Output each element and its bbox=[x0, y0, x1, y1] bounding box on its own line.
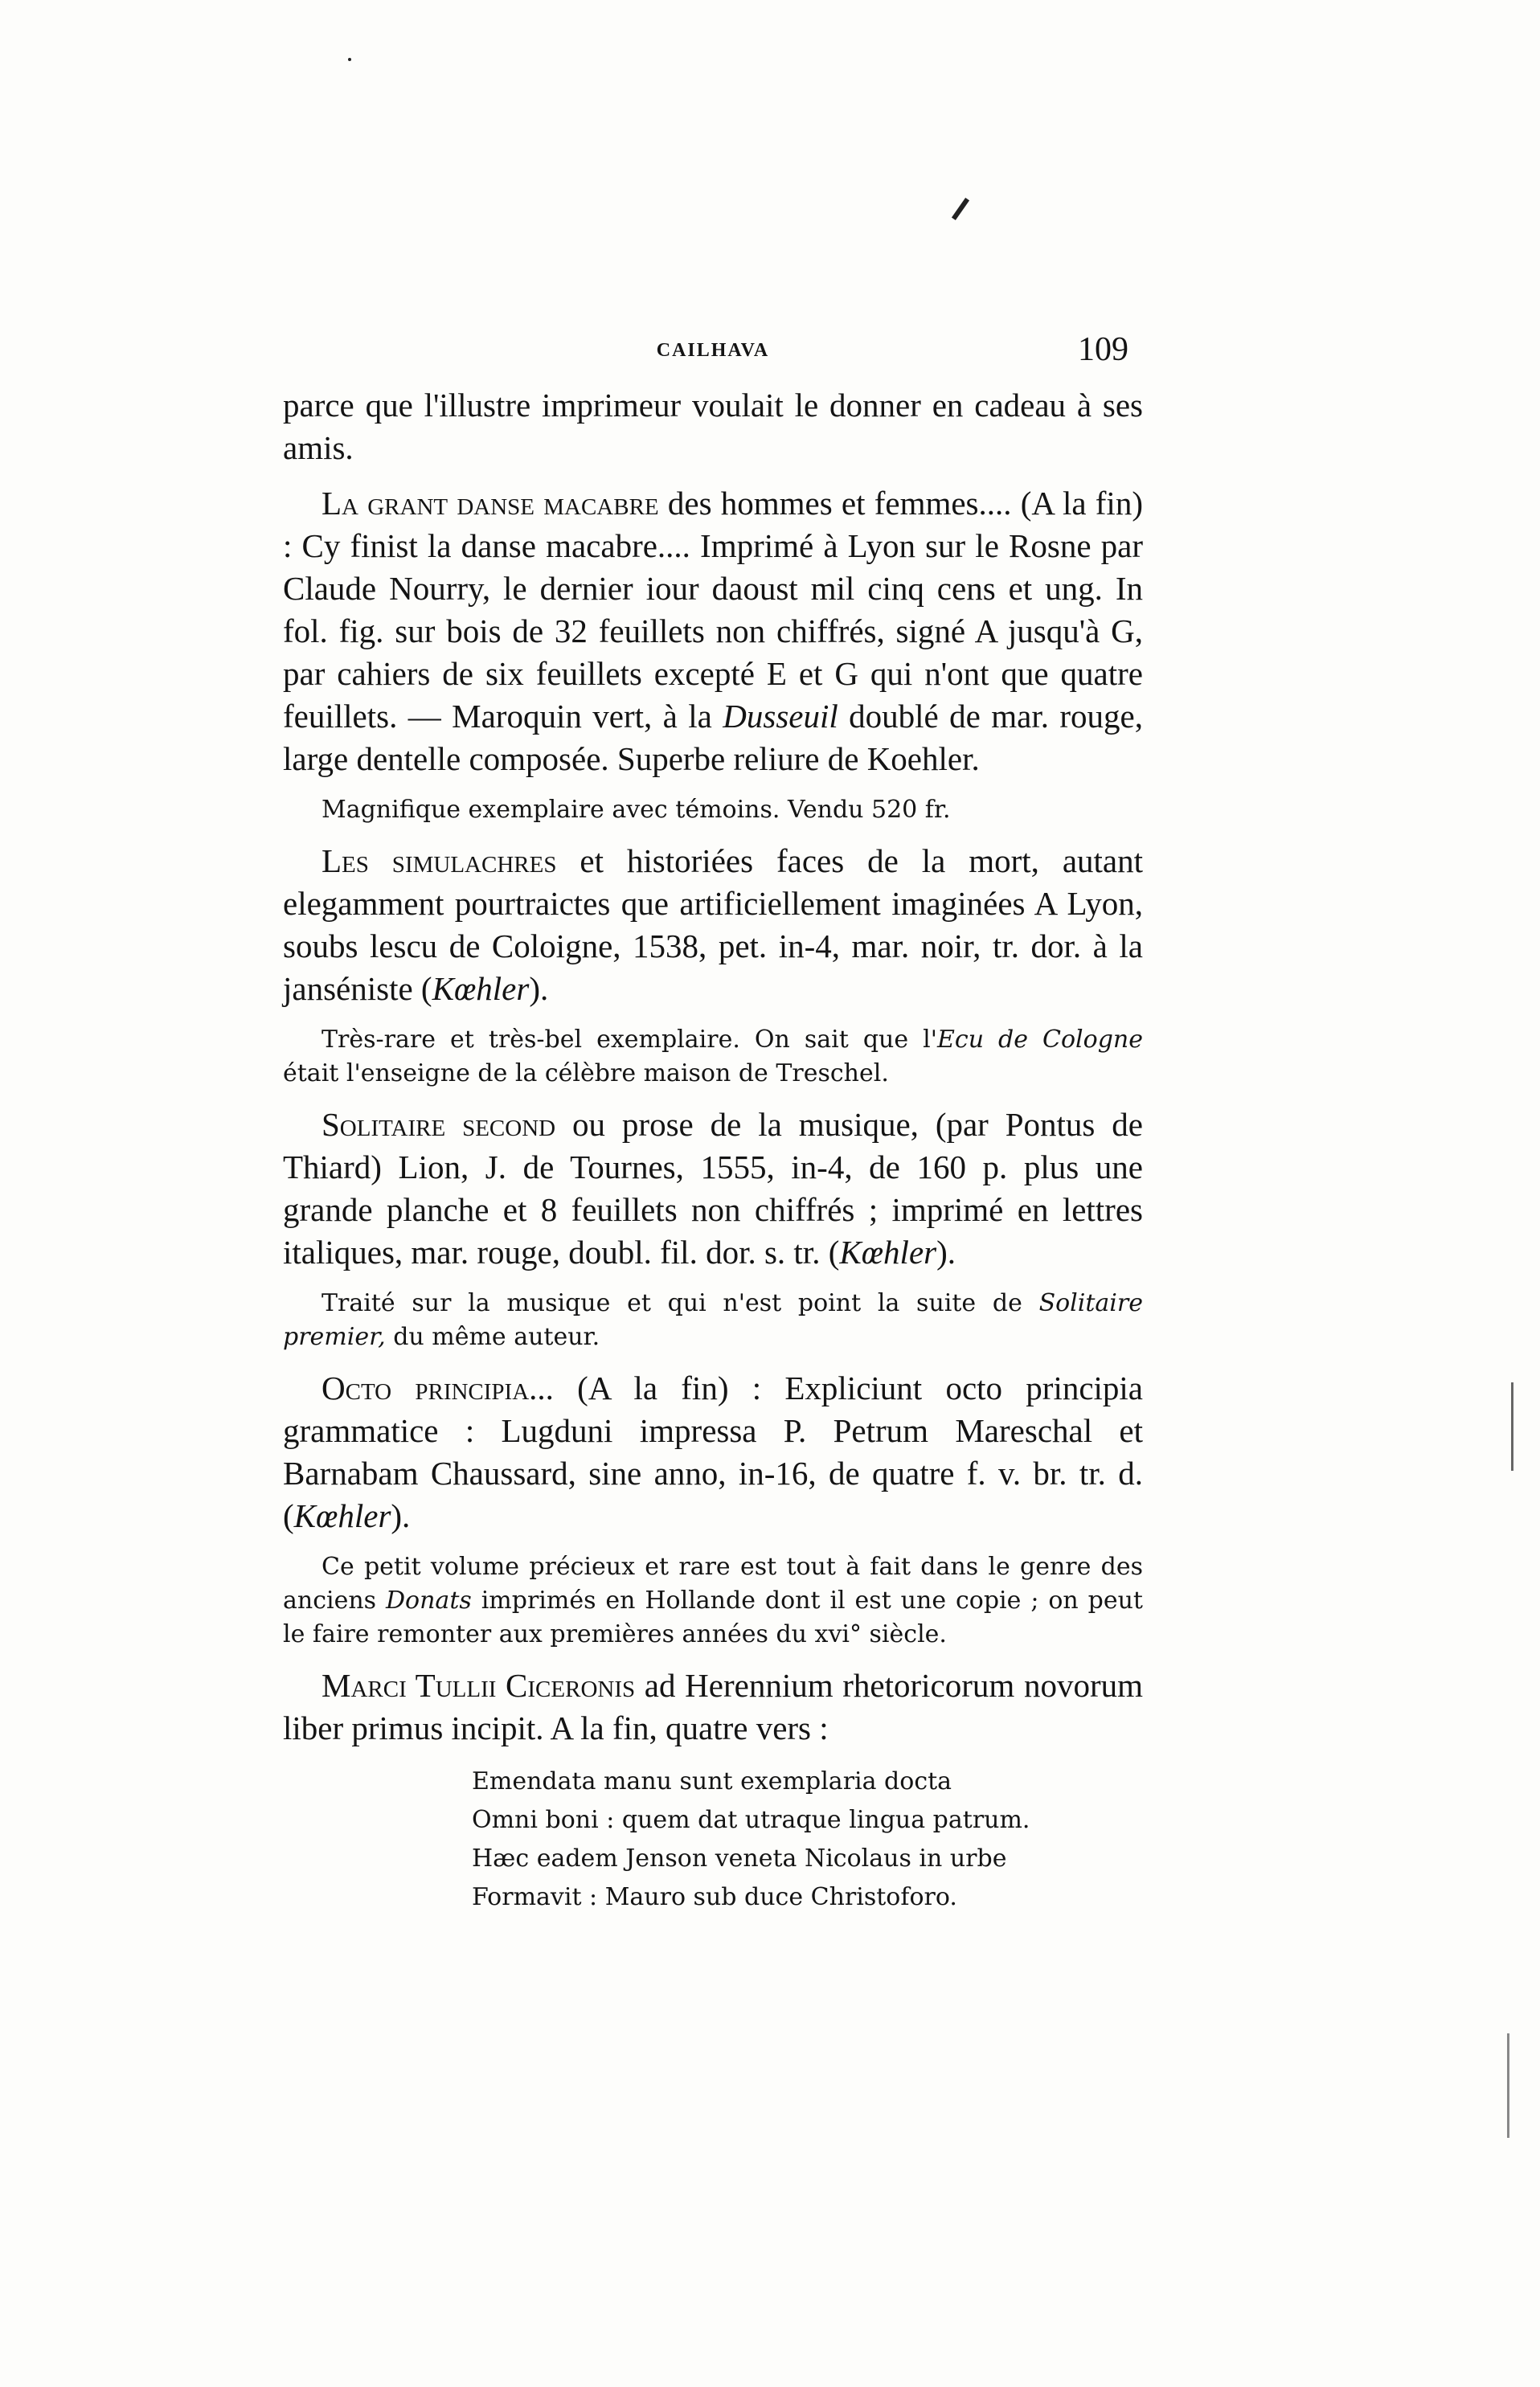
verse-line: Omni boni : quem dat utraque lingua patrum. bbox=[472, 1806, 1030, 1834]
note-italic: Solitaire premier, bbox=[283, 1289, 1143, 1351]
ink-mark bbox=[1507, 2033, 1509, 2138]
note-italic: Donats bbox=[386, 1587, 472, 1615]
note-octo-principia bbox=[283, 1550, 1143, 1652]
note-text-tail: du même auteur. bbox=[385, 1323, 600, 1351]
note-text: Ce petit volume précieux et rare est tout à fait dans le genre des anciens bbox=[283, 1553, 1143, 1615]
note-text: Très-rare et très-bel exemplaire. On sait que l' bbox=[322, 1026, 937, 1054]
ink-mark bbox=[952, 198, 969, 220]
verse-line: Formavit : Mauro sub duce Christoforo. bbox=[472, 1883, 957, 1911]
entry-text-tail: ). bbox=[529, 970, 549, 1007]
entry-text: ad Herennium rhetoricorum novorum liber primus incipit. A la fin, quatre vers : bbox=[283, 1667, 1143, 1746]
ink-mark bbox=[348, 58, 351, 61]
verse-line: Hæc eadem Jenson veneta Nicolaus in urbe bbox=[472, 1844, 1007, 1873]
text-block bbox=[283, 384, 1143, 1917]
note-text: Magnifique exemplaire avec témoins. Vendu 520 fr. bbox=[322, 796, 951, 824]
entry-title: La grant danse macabre bbox=[322, 485, 659, 522]
entry-text-tail: ). bbox=[936, 1234, 956, 1271]
note-simulachres bbox=[283, 1023, 1143, 1091]
entry-title: Les simulachres bbox=[322, 842, 557, 879]
page-number: 109 bbox=[1078, 331, 1128, 368]
running-title: CAILHAVA bbox=[656, 340, 770, 361]
entry-italic: Kœhler bbox=[293, 1497, 391, 1534]
note-text-tail: était l'enseigne de la célèbre maison de Treschel. bbox=[283, 1059, 889, 1087]
entry-solitaire-second bbox=[283, 1103, 1143, 1274]
entry-text: ou prose de la musique, (par Pontus de Thiard) Lion, J. de Tournes, 1555, in-4, de 160 p. plus une grande planche et 8 feuillets non chiffrés ; imprimé en lettres italiques, mar. rouge, doubl. fil. dor. s. tr. ( bbox=[283, 1106, 1143, 1271]
entry-title: Octo principia bbox=[322, 1370, 530, 1406]
entry-italic: Dusseuil bbox=[723, 698, 838, 735]
entry-text-tail: ). bbox=[391, 1497, 411, 1534]
verse-line: Emendata manu sunt exemplaria docta bbox=[472, 1767, 952, 1795]
note-italic: Ecu de Cologne bbox=[937, 1026, 1143, 1054]
running-head bbox=[283, 326, 1143, 374]
note-text-tail: imprimés en Hollande dont il est une copie ; on peut le faire remonter aux premières années du xvi° siècle. bbox=[283, 1587, 1143, 1648]
verse-quotation bbox=[472, 1763, 1143, 1917]
entry-ciceronis bbox=[283, 1664, 1143, 1750]
entry-text: des hommes et femmes.... (A la fin) : Cy finist la danse macabre.... Imprimé à Lyon sur le Rosne par Claude Nourry, le dernier iour daoust mil cinq cens et ung. In fol. fig. sur bois de 32 feuillets non chiffrés, signé A jusqu'à G, par cahiers de six feuillets excepté E et G qui n'ont que quatre feuillets. — Maroquin vert, à la bbox=[283, 485, 1143, 735]
entry-text: et historiées faces de la mort, autant elegamment pourtraictes que artificiellement imaginées A Lyon, soubs lescu de Coloigne, 1538, pet. in-4, mar. noir, tr. dor. à la janséniste ( bbox=[283, 842, 1144, 1007]
entry-italic: Kœhler bbox=[432, 970, 530, 1007]
note-text: Traité sur la musique et qui n'est point la suite de bbox=[322, 1289, 1039, 1317]
ink-mark bbox=[1511, 1382, 1513, 1471]
entry-italic: Kœhler bbox=[839, 1234, 937, 1271]
entry-simulachres bbox=[283, 840, 1143, 1010]
entry-title: Solitaire second bbox=[322, 1106, 556, 1143]
note-danse-macabre bbox=[283, 793, 1143, 827]
entry-text-tail: doublé de mar. rouge, large dentelle composée. Superbe reliure de Koehler. bbox=[283, 698, 1143, 777]
paragraph-text: parce que l'illustre imprimeur voulait le donner en cadeau à ses amis. bbox=[283, 387, 1143, 466]
entry-danse-macabre bbox=[283, 482, 1143, 780]
entry-octo-principia bbox=[283, 1367, 1143, 1537]
entry-text: ... (A la fin) : Expliciunt octo principia grammatice : Lugduni impressa P. Petrum Mareschal et Barnabam Chaussard, sine anno, in-16, de quatre f. v. br. tr. d. ( bbox=[283, 1370, 1144, 1534]
entry-title: Marci Tullii Ciceronis bbox=[322, 1667, 636, 1704]
note-solitaire-second bbox=[283, 1287, 1143, 1354]
paragraph-continuation bbox=[283, 384, 1143, 469]
